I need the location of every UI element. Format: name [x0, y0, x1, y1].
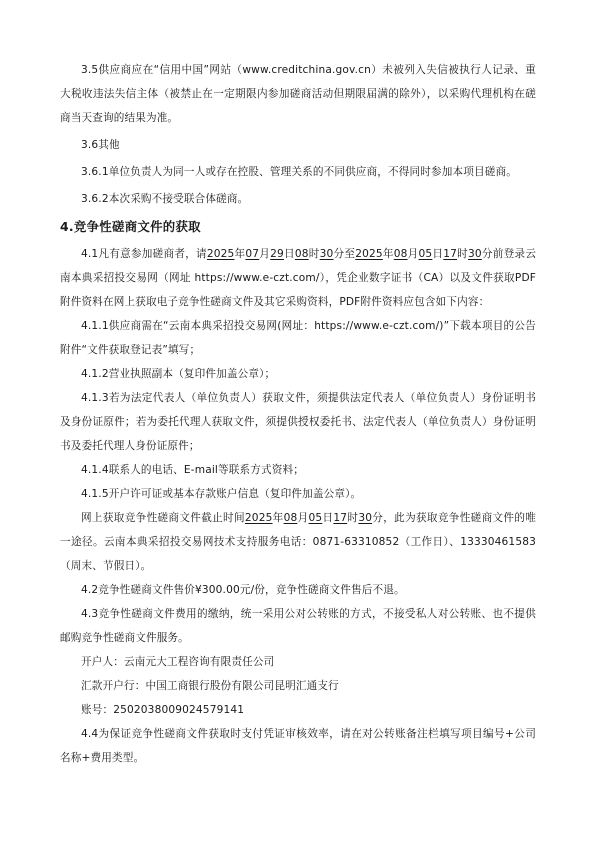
paragraph-3-6-1: 3.6.1单位负责人为同一人或存在控股、管理关系的不同供应商，不得同时参加本项目磋商。 — [81, 166, 517, 178]
deadline-text: 网上获取竞争性磋商文件截止时间 — [81, 512, 245, 524]
paragraph-4-1 — [60, 242, 536, 314]
text-year: 年 — [272, 512, 284, 524]
paragraph-4-1-text: 分前登录云南本典采招投交易网（网址 https://www.e-czt.com/），凭企业数字证书（CA）以及文件获取PDF附件资料在网上获取电子竞争性磋商文件及其它采购资料，PDF附件资料应包含如下内容： — [60, 248, 537, 308]
start-hour: 08 — [294, 248, 309, 260]
deadline-text: 分，此为获取竞争性磋商文件的唯一途径。云南本典采招投交易网技术支持服务电话：0871-63310852（工作日）、13330461583（周末、节假日）。 — [60, 512, 537, 572]
bank-name: 汇款开户行：中国工商银行股份有限公司昆明汇通支行 — [81, 680, 339, 692]
deadline-day: 05 — [308, 512, 323, 524]
end-month: 08 — [393, 248, 408, 260]
paragraph-3-5: 3.5供应商应在“信用中国”网站（www.creditchina.gov.cn）未被列入失信被执行人记录、重大税收违法失信主体（被禁止在一定期限内参加磋商活动但期限届满的除外），以采购代理机构在磋商当天查询的结果为准。 — [60, 64, 536, 124]
paragraph-deadline — [60, 506, 536, 578]
end-year: 2025 — [355, 248, 383, 260]
start-month: 07 — [245, 248, 260, 260]
account-holder: 开户人：云南元大工程咨询有限责任公司 — [81, 656, 275, 668]
text-day: 日 — [283, 248, 295, 260]
paragraph-4-3: 4.3竞争性磋商文件费用的缴纳，统一采用公对公转账的方式，不接受私人对公转账、也不提供邮购竞争性磋商文件服务。 — [60, 608, 536, 644]
paragraph-4-1-text: 4.1凡有意参加磋商者，请 — [81, 248, 207, 260]
paragraph-4-1-5: 4.1.5开户许可证或基本存款账户信息（复印件加盖公章）。 — [81, 488, 362, 500]
text-year: 年 — [234, 248, 246, 260]
text-month: 月 — [297, 512, 309, 524]
section-heading-4: 4.竞争性磋商文件的获取 — [60, 219, 201, 234]
text-month: 月 — [407, 248, 419, 260]
text-month: 月 — [259, 248, 271, 260]
start-day: 29 — [270, 248, 284, 260]
text-hour: 时 — [457, 248, 469, 260]
paragraph-3-6-2: 3.6.2本次采购不接受联合体磋商。 — [81, 193, 249, 205]
paragraph-4-1-1: 4.1.1供应商需在“云南本典采招投交易网(网址：https://www.e-czt.com/)”下载本项目的公告附件“文件获取登记表”填写； — [60, 320, 536, 356]
text-minute-to: 分至 — [333, 248, 356, 260]
paragraph-4-1-4: 4.1.4联系人的电话、E-mail等联系方式资料； — [81, 464, 304, 476]
text-day: 日 — [322, 512, 334, 524]
text-hour: 时 — [347, 512, 359, 524]
deadline-minute: 30 — [358, 512, 373, 524]
text-hour: 时 — [308, 248, 320, 260]
paragraph-3-6: 3.6其他 — [81, 139, 120, 151]
deadline-hour: 17 — [333, 512, 348, 524]
end-day: 05 — [418, 248, 433, 260]
account-number: 账号：2502038009024579141 — [81, 704, 245, 716]
deadline-year: 2025 — [244, 512, 273, 524]
start-year: 2025 — [206, 248, 235, 260]
paragraph-4-1-2: 4.1.2营业执照副本（复印件加盖公章）； — [81, 368, 276, 380]
paragraph-4-2: 4.2竞争性磋商文件售价¥300.00元/份，竞争性磋商文件售后不退。 — [81, 584, 405, 596]
text-day: 日 — [432, 248, 444, 260]
text-year: 年 — [382, 248, 394, 260]
end-minute: 30 — [468, 248, 482, 260]
paragraph-4-1-3: 4.1.3若为法定代表人（单位负责人）获取文件，须提供法定代表人（单位负责人）身份证明书及身份证原件；若为委托代理人获取文件，须提供授权委托书、法定代表人（单位负责人）身份证明书及委托代理人身份证原件； — [60, 392, 536, 452]
start-minute: 30 — [319, 248, 334, 260]
deadline-month: 08 — [283, 512, 298, 524]
end-hour: 17 — [443, 248, 458, 260]
paragraph-4-4: 4.4为保证竞争性磋商文件获取时支付凭证审核效率，请在对公转账备注栏填写项目编号+公司名称+费用类型。 — [60, 728, 536, 764]
